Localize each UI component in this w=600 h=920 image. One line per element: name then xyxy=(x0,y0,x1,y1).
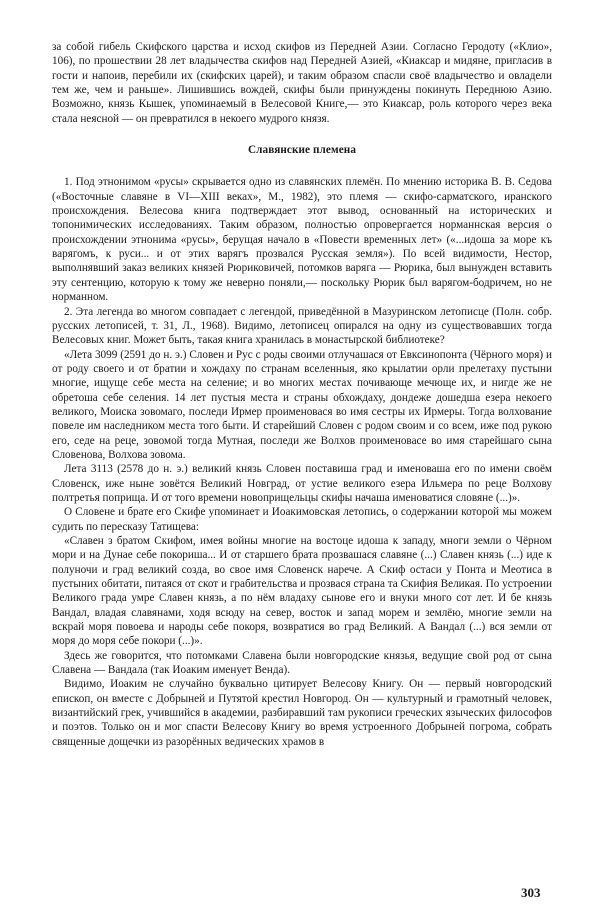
paragraph-4: Здесь же говорится, что потомками Славена были новгородские князья, ведущие свой род от сына Славена — Вандала (так Иоаким именует Венда). xyxy=(52,649,552,677)
quote-paragraph-3: «Славен з братом Скифом, имея войны многие на востоце идоша к западу, многи земли о Чёрном мори и на Дунае себе покориша... И от старшего брата прозвашася славяне (...) Славен князь (...) иде к полуночи и град великий созда, во свое имя Словенск нарече. А Скиф остаси у Понта и Меотиса в пустыних обитати, питаяся от скот и грабительства и прозвася страна та Скифия Великая. По устроении Великого града умре Славен князь, а по нём владаху сынове его и внуки много сот лет. И бе князь Вандал, владая славянами, ходя всюду на север, восток и запад морем и землёю, многие земли на вскрай моря повоева и народы себе покоря, возвратися во град Великий. А Вандал (...) вся земли от моря до моря себе покори (...)». xyxy=(52,535,552,648)
paragraph-3: О Словене и брате его Скифе упоминает и Иоакимовская летопись, о содержании которой мы можем судить по пересказу Татищева: xyxy=(52,506,552,533)
paragraph-2: 2. Эта легенда во многом совпадает с легендой, приведённой в Мазуринском летописце (Полн. собр. русских летописей, т. 31, Л., 1968). Видимо, летописец опирался на одну из существовавших тогда Велесовых книг. Может быть, такая книга хранилась в монастырской библиотеке? xyxy=(52,305,552,347)
paragraph-5: Видимо, Иоаким не случайно буквально цитирует Велесову Книгу. Он — первый новгородский епископ, он вместе с Добрыней и Путятой крестил Новгород. Он — культурный и грамотный человек, византийский грек, учившийся в академии, разбиравший там рукописи греческих языческих философов и поэтов. Только он и мог спасти Велесову Книгу во время устроенного Добрыней погрома, собрать священные дощечки из разорённых ведических храмов в xyxy=(52,678,552,748)
opening-paragraph: за собой гибель Скифского царства и исход скифов из Передней Азии. Согласно Геродоту («Клио», 106), по прошествии 28 лет владычества скифов над Передней Азией, «Киаксар и мидяне, пригласив в гости и напоив, перебили их (скифских царей), и таким образом спасли своё владычество и овладели тем же, чем и раньше». Лишившись вождей, скифы были принуждены покинуть Переднюю Азию. Возможно, князь Кышек, упоминаемый в Велесовой Книге,— это Киаксар, роль которого через века стала неясной — он превратился в некоего мудрого князя. xyxy=(52,41,552,125)
text-column xyxy=(52,40,552,749)
page-number: 303 xyxy=(521,885,541,900)
quote-paragraph-2: Лета 3113 (2578 до н. э.) великий князь Словен поставиша град и именоваша его по имени своём Словенск, иже ныне зовётся Великий Новград, от устие великого езера Ильмера по реце Волхову полтретья поприща. И от того времени новоприщельцы скифы начаша именоватися словяне (...)». xyxy=(52,463,552,504)
paragraph-1: 1. Под этнонимом «русы» скрывается одно из славянских племён. По мнению историка В. В. Седова («Восточные славяне в VI—XIII веках», М., 1982), это племя — скифо-сарматского, иранского происхождения. Велесова книга подтверждает этот вывод, основанный на исторических и топонимических исследованиях. Таким образом, полностью опровергается норманнская версия о происхождении этнонима «русы», берущая начало в «Повести временных лет» («...идоша за море къ варягомъ, к руси... и от этих варягъ прозвался Русская земля»). По всей видимости, Нестор, выполнявший заказ великих князей Рюриковичей, потомков варяга — Рюрика, был вынужден вставить эту сентенцию, которую к тому же неверно поняли,— поскольку Рюрик был варягом-бодричем, но не норманном. xyxy=(52,176,552,304)
quote-paragraph-1: «Лета 3099 (2591 до н. э.) Словен и Рус с роды своими отлучашася от Евксинопонта (Чёрного моря) и от роду своего и от братии и хождаху по странам вселенныя, яко крылатии орли прелетаху пустыни многие, ищуще себе места на селение; и во многих местах почивающе мечюще их, и нигде же не обретоша себе селения. 14 лет пустыя места и страны обхождаху, дондеже дошедша езера некоего великого, Моиска зовомаго, последи Ирмер проименовася во имя сестры их Ирмеры. Тогда волхование повеле им наследником места того быти. И старейший Словен с родом своим и со всем, иже под рукою его, седе на реце, зовомой тогда Мутная, последи же Волхов проименовасе во имя старейшаго сына Словенова, Волхова зовома. xyxy=(52,348,552,461)
section-title: Славянские племена xyxy=(247,144,357,157)
